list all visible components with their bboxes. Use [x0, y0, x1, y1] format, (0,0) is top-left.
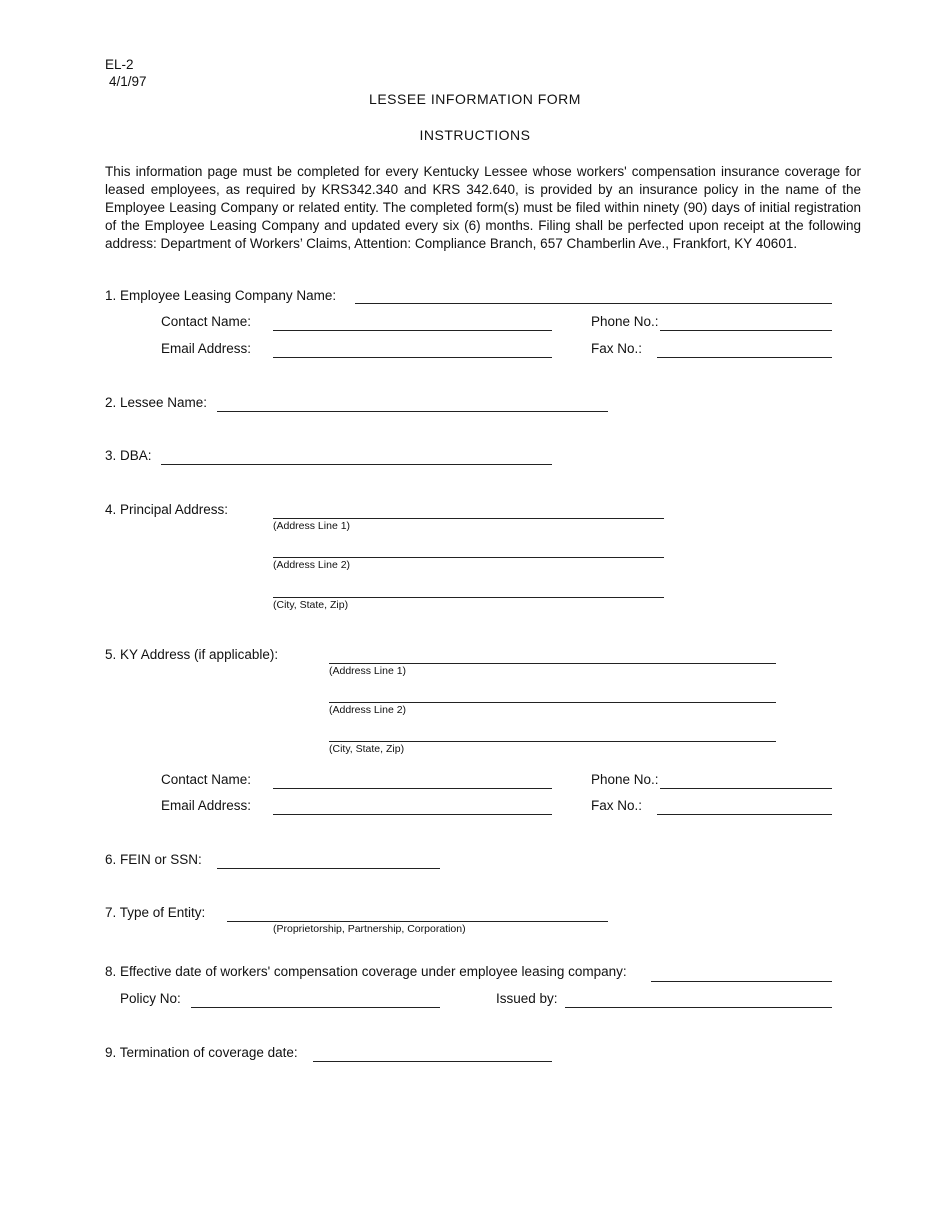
elc-name-field[interactable]: [355, 303, 832, 304]
dba-label: 3. DBA:: [105, 448, 152, 463]
issued-by-label: Issued by:: [496, 991, 558, 1006]
elc-contact-name-field[interactable]: [273, 330, 552, 331]
ky-address-line2-field[interactable]: [329, 702, 776, 703]
termination-date-label: 9. Termination of coverage date:: [105, 1045, 298, 1060]
form-code: EL-2: [105, 57, 134, 72]
entity-type-hint: (Proprietorship, Partnership, Corporation): [273, 923, 466, 935]
principal-address-line1-field[interactable]: [273, 518, 664, 519]
ky-phone-label: Phone No.:: [591, 772, 659, 787]
elc-email-label: Email Address:: [161, 341, 252, 356]
ky-contact-name-label: Contact Name:: [161, 772, 252, 787]
ky-address-label: 5. KY Address (if applicable):: [105, 647, 279, 662]
principal-address-line2-field[interactable]: [273, 557, 664, 558]
ky-email-label: Email Address:: [161, 798, 252, 813]
ky-email-field[interactable]: [273, 814, 552, 815]
form-title: LESSEE INFORMATION FORM: [369, 91, 581, 107]
ky-address-city-field[interactable]: [329, 741, 776, 742]
policy-no-label: Policy No:: [120, 991, 181, 1006]
entity-type-label: 7. Type of Entity:: [105, 905, 206, 920]
principal-address-city-hint: (City, State, Zip): [273, 599, 349, 611]
fein-field[interactable]: [217, 868, 440, 869]
elc-fax-label: Fax No.:: [591, 341, 643, 356]
ky-contact-name-field[interactable]: [273, 788, 552, 789]
form-date: 4/1/97: [109, 74, 147, 89]
elc-fax-field[interactable]: [657, 357, 832, 358]
principal-address-label: 4. Principal Address:: [105, 502, 229, 517]
dba-field[interactable]: [161, 464, 552, 465]
lessee-name-label: 2. Lessee Name:: [105, 395, 208, 410]
fein-label: 6. FEIN or SSN:: [105, 852, 202, 867]
ky-address-line2-hint: (Address Line 2): [329, 704, 407, 716]
ky-address-city-hint: (City, State, Zip): [329, 743, 405, 755]
termination-date-field[interactable]: [313, 1061, 552, 1062]
principal-address-city-field[interactable]: [273, 597, 664, 598]
issued-by-field[interactable]: [565, 1007, 832, 1008]
principal-address-line2-hint: (Address Line 2): [273, 559, 351, 571]
effective-date-label: 8. Effective date of workers' compensation coverage under employee leasing company:: [105, 964, 627, 979]
lessee-name-field[interactable]: [217, 411, 608, 412]
elc-phone-field[interactable]: [660, 330, 832, 331]
policy-no-field[interactable]: [191, 1007, 440, 1008]
ky-phone-field[interactable]: [660, 788, 832, 789]
instructions-heading: INSTRUCTIONS: [419, 127, 531, 143]
ky-address-line1-hint: (Address Line 1): [329, 665, 407, 677]
elc-name-label: 1. Employee Leasing Company Name:: [105, 288, 337, 303]
entity-type-field[interactable]: [227, 921, 608, 922]
principal-address-line1-hint: (Address Line 1): [273, 520, 351, 532]
ky-fax-label: Fax No.:: [591, 798, 643, 813]
ky-address-line1-field[interactable]: [329, 663, 776, 664]
elc-email-field[interactable]: [273, 357, 552, 358]
ky-fax-field[interactable]: [657, 814, 832, 815]
elc-contact-name-label: Contact Name:: [161, 314, 252, 329]
instructions-text: This information page must be completed for every Kentucky Lessee whose workers' compensation insurance coverage for leased employees, as required by KRS342.340 and KRS 342.640, is provided by an insurance policy in the name of the Employee Leasing Company or related entity. The completed form(s) must be filed within ninety (90) days of initial registration of the Employee Leasing Company and updated every six (6) months. Filing shall be perfected upon receipt at the following address: Department of Workers’ Claims, Attention: Compliance Branch, 657 Chamberlin Ave., Frankfort, KY 40601.: [105, 164, 861, 251]
elc-phone-label: Phone No.:: [591, 314, 659, 329]
effective-date-field[interactable]: [651, 981, 832, 982]
